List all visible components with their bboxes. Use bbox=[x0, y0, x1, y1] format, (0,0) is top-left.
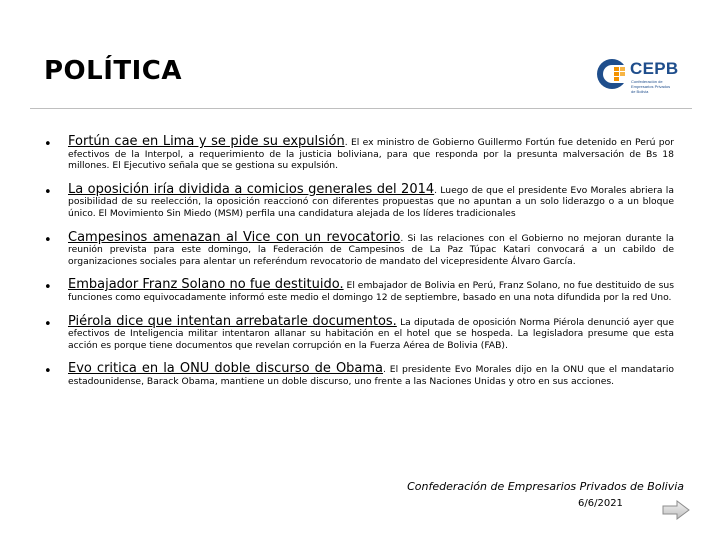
news-list bbox=[44, 136, 674, 400]
news-text bbox=[68, 313, 674, 352]
news-body: . Si las relaciones con el Gobierno no mejoran durante la reunión prevista para este domingo, la Federación de Campesinos de La Paz Túpac Katari convocará a un cabildo de organizaciones sociales para alentar un referéndum revocatorio de mandato del vicepresidente Álvaro García. bbox=[68, 232, 674, 267]
news-item bbox=[44, 363, 674, 387]
news-text bbox=[68, 279, 674, 303]
news-headline[interactable]: Fortún cae en Lima y se pide su expulsión bbox=[68, 134, 345, 149]
title-divider bbox=[30, 108, 692, 109]
news-item bbox=[44, 279, 674, 303]
bullet-dot: • bbox=[44, 184, 52, 200]
news-text bbox=[68, 136, 674, 172]
logo-subtitle: Confederación de Empresarios Privados de Bolivia bbox=[631, 79, 671, 94]
news-item bbox=[44, 181, 674, 220]
news-body: La diputada de oposición Norma Piérola denunció ayer que efectivos de Inteligencia militar intentaron allanar su habitación en el hotel que se hospeda. La legisladora presume que esta acción es porque tiene documentos que revelan corrupción en la Fuerza Aérea de Bolivia (FAB). bbox=[68, 316, 674, 351]
bullet-dot: • bbox=[44, 364, 52, 380]
news-item bbox=[44, 229, 674, 268]
news-text bbox=[68, 363, 674, 387]
footer-date: 6/6/2021 bbox=[578, 498, 623, 509]
news-body: . Luego de que el presidente Evo Morales abriera la posibilidad de su reelección, la oposición reaccionó con diferentes propuestas que no apuntan a un solo liderazgo o a un bloque único. El Movimiento Sin Miedo (MSM) perfila una candidatura alejada de los líderes tradicionales bbox=[68, 184, 674, 219]
news-headline[interactable]: Evo critica en la ONU doble discurso de Obama bbox=[68, 361, 384, 377]
news-headline[interactable]: Piérola dice que intentan arrebatarle documentos. bbox=[68, 313, 397, 329]
logo-name: CEPB bbox=[630, 59, 679, 78]
news-item bbox=[44, 313, 674, 352]
news-body: . El presidente Evo Morales dijo en la ONU que el mandatario estadounidense, Barack Obama, mantiene un doble discurso, uno frente a las Naciones Unidas y otro en sus acciones. bbox=[68, 364, 674, 387]
bullet-dot: • bbox=[44, 280, 52, 296]
slide-title: POLÍTICA bbox=[44, 56, 183, 86]
news-body: . El ex ministro de Gobierno Guillermo Fortún fue detenido en Perú por efectivos de la Interpol, a requerimiento de la justicia boliviana, para que responda por la presunta malversación de Bs 18 millones. El Ejecutivo señala que se gestiona su expulsión. bbox=[68, 137, 675, 172]
news-text bbox=[68, 229, 674, 268]
news-text bbox=[68, 181, 674, 220]
footer-organization: Confederación de Empresarios Privados de Bolivia bbox=[407, 480, 684, 493]
bullet-dot: • bbox=[44, 232, 52, 248]
news-item bbox=[44, 136, 674, 172]
cepb-logo bbox=[594, 56, 684, 92]
bullet-dot: • bbox=[44, 137, 52, 152]
news-headline[interactable]: Embajador Franz Solano no fue destituido. bbox=[68, 277, 344, 293]
news-body: El embajador de Bolivia en Perú, Franz Solano, no fue destituido de sus funciones como equivocadamente informó este medio el domingo 12 de septiembre, basado en una nota difundida por la red Uno. bbox=[68, 280, 674, 303]
bullet-dot: • bbox=[44, 316, 52, 332]
next-arrow-icon[interactable] bbox=[662, 500, 690, 520]
news-headline[interactable]: Campesinos amenazan al Vice con un revocatorio bbox=[68, 229, 401, 245]
cepb-globe-icon bbox=[594, 56, 630, 92]
news-headline[interactable]: La oposición iría dividida a comicios generales del 2014 bbox=[68, 181, 435, 197]
